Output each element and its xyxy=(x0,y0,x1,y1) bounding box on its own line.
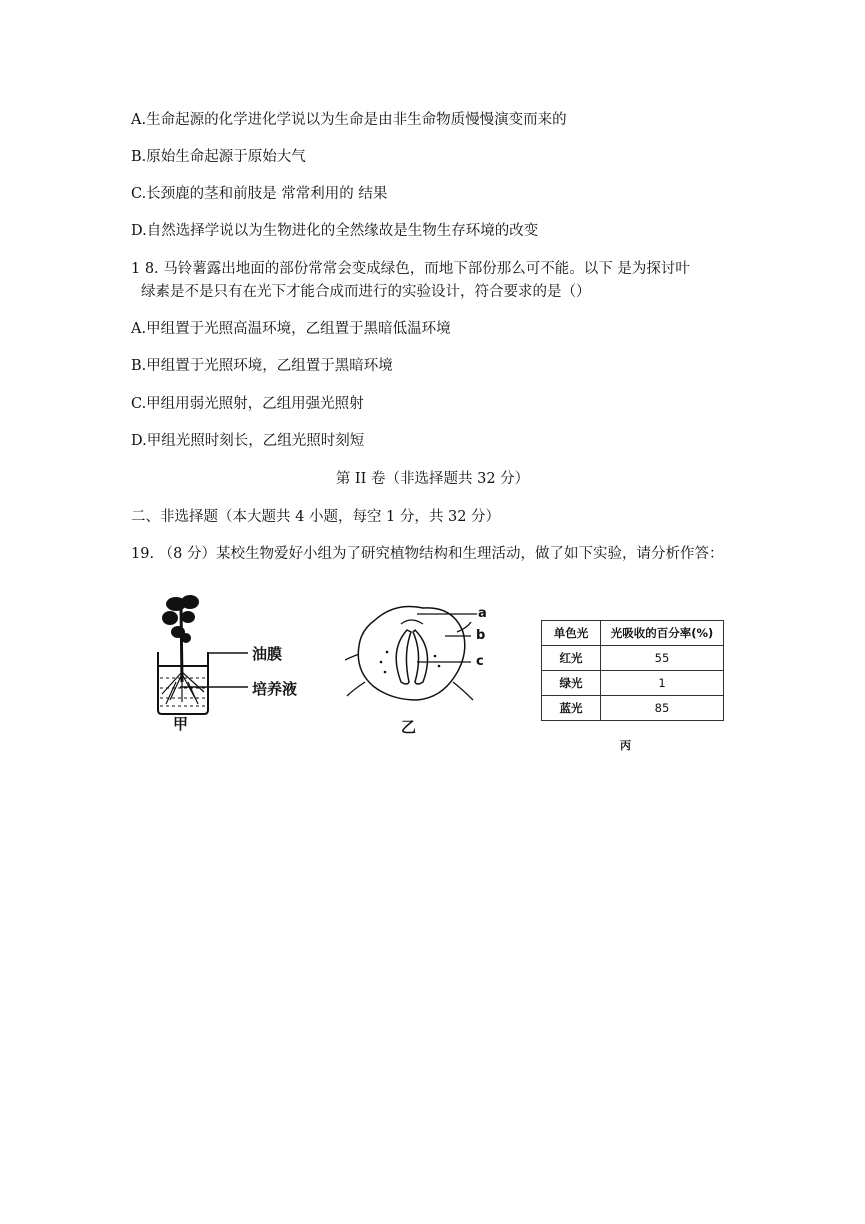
figure-yi xyxy=(345,602,495,712)
plant-stem xyxy=(181,606,182,682)
table-row xyxy=(542,646,724,671)
table-header-cell: 单色光 xyxy=(542,621,601,646)
option-17-a: A.生命起源的化学进化学说以为生命是由非生命物质慢慢演变而来的 xyxy=(131,112,567,128)
label-c: c xyxy=(476,654,484,669)
table-row xyxy=(542,696,724,721)
option-18-d: D.甲组光照时刻长，乙组光照时刻短 xyxy=(131,433,365,449)
section-title: 第 II 卷（非选择题共 32 分） xyxy=(335,471,530,487)
question-18-stem-line1: 1 8. 马铃薯露出地面的部份常常会变成绿色，而地下部份那么可不能。以下 是为探讨叶 xyxy=(131,261,690,277)
label-a: a xyxy=(478,606,487,621)
table-cell: 蓝光 xyxy=(542,696,601,721)
table-cell: 55 xyxy=(601,646,724,671)
option-17-b: B.原始生命起源于原始大气 xyxy=(131,149,306,165)
label-culture-solution: 培养液 xyxy=(252,680,298,698)
table-cell: 绿光 xyxy=(542,671,601,696)
inner-cell-right xyxy=(413,630,428,684)
option-17-d: D.自然选择学说以为生物进化的全然缘故是生物生存环境的改变 xyxy=(131,223,539,239)
caption-yi: 乙 xyxy=(401,718,417,736)
question-18-stem-line2: 绿素是不是只有在光下才能合成而进行的实验设计，符合要求的是（） xyxy=(141,284,591,300)
label-oil-film: 油膜 xyxy=(252,645,283,663)
option-18-c: C.甲组用弱光照射，乙组用强光照射 xyxy=(131,396,364,412)
table-cell: 1 xyxy=(601,671,724,696)
section-heading: 二、非选择题（本大题共 4 小题，每空 1 分，共 32 分） xyxy=(131,509,501,525)
option-18-a: A.甲组置于光照高温环境，乙组置于黑暗低温环境 xyxy=(131,321,451,337)
label-b: b xyxy=(476,628,486,643)
option-17-c: C.长颈鹿的茎和前肢是 常常利用的 结果 xyxy=(131,186,388,202)
question-19-stem: 19. （8 分）某校生物爱好小组为了研究植物结构和生理活动，做了如下实验，请分析作答： xyxy=(131,546,724,562)
table-header-row xyxy=(542,621,724,646)
caption-bing: 丙 xyxy=(620,739,631,752)
inner-cell-left xyxy=(396,630,411,684)
light-absorption-table xyxy=(541,620,724,721)
table-row xyxy=(542,671,724,696)
table-cell: 红光 xyxy=(542,646,601,671)
figure-jia xyxy=(140,592,320,742)
option-18-b: B.甲组置于光照环境，乙组置于黑暗环境 xyxy=(131,358,393,374)
caption-jia: 甲 xyxy=(173,715,189,733)
table-cell: 85 xyxy=(601,696,724,721)
table-header-cell: 光吸收的百分率(%) xyxy=(601,621,724,646)
